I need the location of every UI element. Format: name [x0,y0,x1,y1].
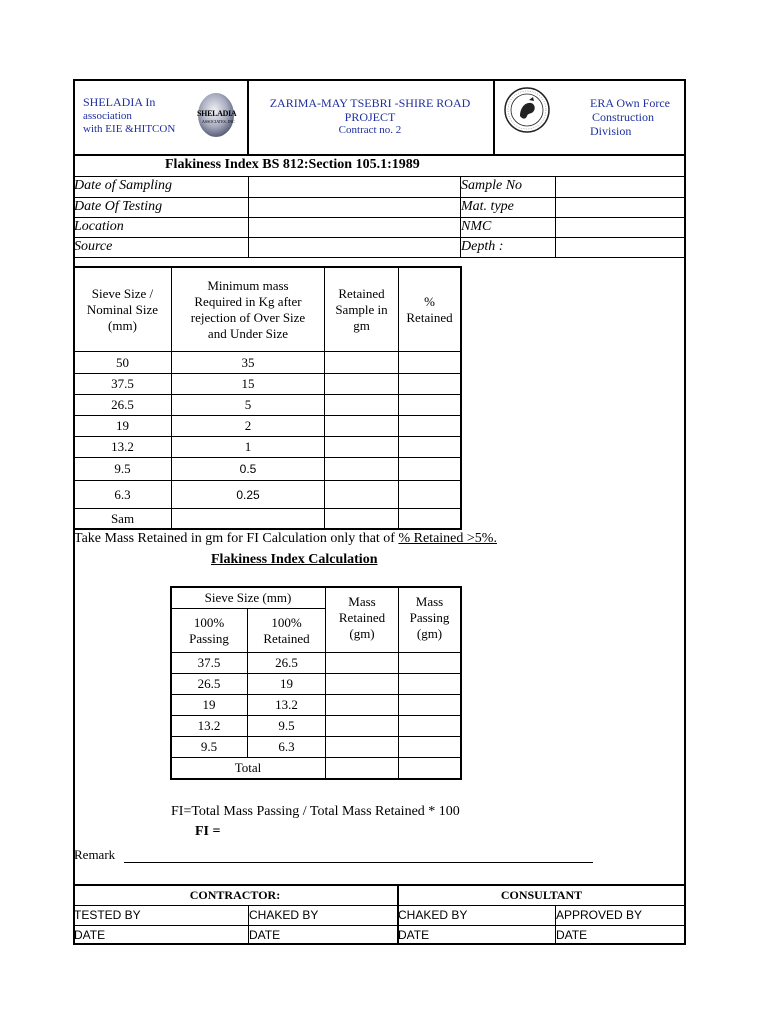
date-of-sampling-field[interactable] [249,177,459,196]
note-text: Take Mass Retained in gm for FI Calculation only that of [74,531,399,546]
source-field[interactable] [249,238,459,256]
consultant-chaked-by-label: CHAKED BY [398,908,468,922]
note-underlined: % Retained >5%. [398,531,497,546]
header-divider [493,79,495,155]
project-title-line2: PROJECT [344,110,396,124]
sieve-size-cell: 6.3 [114,486,131,502]
header-bottom-rule [73,154,686,156]
calc-passing-cell: 13.2 [197,718,221,733]
header-right-line3: Division [590,124,632,138]
calc-header-retained [248,609,325,652]
nmc-field[interactable] [556,218,685,236]
calc-header-mass-passing [399,588,460,648]
col-header-retained-sample [325,268,398,351]
calc-total-label: Total [234,760,262,775]
header-line: 100% [193,614,225,630]
header-line: 100% [271,614,302,630]
date-label: DATE [556,928,588,942]
calc-passing-cell: 19 [202,697,216,712]
header-line: Passing [189,630,229,646]
sheladia-logo [196,92,236,138]
fi-formula: FI=Total Mass Passing / Total Mass Retained * 100 [171,804,460,819]
header-right-line2: Construction [592,110,654,124]
header-left-line1: SHELADIA In [83,95,156,109]
header-right-line1: ERA Own Force [590,96,670,110]
header-line: Retained [406,309,453,325]
sieve-size-cell: Sam [110,510,135,526]
mat-type-field[interactable] [556,198,685,216]
form-title: Flakiness Index BS 812:Section 105.1:1989 [165,157,420,172]
header-line: Passing [409,610,450,625]
label-depth: Depth : [461,239,504,254]
info-row-rule [73,257,686,258]
fi-note [74,531,497,547]
label-mat-type: Mat. type [461,199,514,214]
fi-result-label: FI = [195,824,221,839]
logo-subtext: ASSOCIATES, INC [202,119,235,124]
header-line: and Under Size [207,325,289,341]
depth-field[interactable] [556,238,685,256]
min-mass-cell: 1 [244,439,252,454]
header-line: (gm) [416,626,443,641]
date-label: DATE [249,928,281,942]
min-mass-cell: 2 [244,418,252,433]
sieve-size-cell: 9.5 [114,461,131,476]
header-line: gm [353,317,370,333]
sieve-size-cell: 37.5 [111,376,134,391]
header-line: Retained [338,610,386,625]
header-line: Nominal Size [86,301,159,317]
header-line: Required in Kg after [194,293,302,309]
header-line: (gm) [349,626,375,641]
footer-rule [73,884,686,886]
sieve-size-cell: 19 [116,418,129,433]
sieve-size-cell: 13.2 [111,439,134,454]
remark-label: Remark [74,847,116,862]
header-line: rejection of Over Size [190,309,306,325]
label-nmc: NMC [461,219,492,234]
calc-passing-cell: 26.5 [197,676,221,691]
col-header-minimum-mass [172,268,324,351]
header-line: Retained [338,285,385,301]
min-mass-cell: 5 [244,397,252,412]
footer-rule [73,925,686,926]
col-header-sieve-size [74,268,171,351]
location-field[interactable] [249,218,459,236]
label-sample-no: Sample No [461,178,523,193]
calc-header-passing [171,609,247,652]
header-line: % [424,293,435,309]
header-line: Sample in [335,301,388,317]
sieve-size-cell: 26.5 [111,397,134,412]
label-location: Location [74,219,124,234]
min-mass-cell: 35 [241,354,255,370]
label-date-of-sampling: Date of Sampling [74,178,172,193]
calc-header-sieve-size: Sieve Size (mm) [204,590,292,605]
logo-text: SHELADIA [197,109,237,118]
project-title-line1: ZARIMA-MAY TSEBRI -SHIRE ROAD [269,96,471,110]
footer-rule [73,905,686,906]
header-line: Mass [348,594,376,609]
calc-retained-cell: 26.5 [275,655,298,670]
calc-header-mass-retained [326,588,398,648]
calc-retained-cell: 6.3 [278,739,295,754]
sieve-size-cell: 50 [116,354,129,370]
tested-by-label: TESTED BY [74,908,141,922]
header-line: Minimum mass [207,277,289,293]
header-line: Sieve Size / [91,285,154,301]
min-mass-cell: 0.5 [239,462,257,476]
era-seal-emblem [503,86,551,134]
remark-line[interactable] [124,862,593,863]
header-left-line2: association [83,110,132,122]
approved-by-label: APPROVED BY [556,908,643,922]
min-mass-cell [172,509,324,528]
header-left-line3: with EIE &HITCON [83,123,176,135]
contractor-chaked-by-label: CHAKED BY [249,908,319,922]
calc-passing-cell: 9.5 [200,739,218,754]
label-source: Source [74,239,113,254]
min-mass-cell: 0.25 [236,487,260,502]
contract-number: Contract no. 2 [338,124,402,136]
date-label: DATE [74,928,106,942]
col-header-percent-retained [399,268,460,351]
header-line: Retained [263,630,310,646]
date-of-testing-field[interactable] [249,198,459,216]
date-label: DATE [398,928,430,942]
calc-retained-cell: 13.2 [275,697,298,712]
calc-retained-cell: 9.5 [278,718,295,733]
consultant-heading: CONSULTANT [500,888,583,902]
header-line: (mm) [108,317,137,333]
calc-title: Flakiness Index Calculation [211,552,378,567]
label-date-of-testing: Date Of Testing [74,199,163,214]
contractor-heading: CONTRACTOR: [189,888,281,902]
calc-passing-cell: 37.5 [197,655,221,670]
header-line: Mass [415,594,444,609]
sample-no-field[interactable] [556,177,685,196]
calc-retained-cell: 19 [280,676,293,691]
min-mass-cell: 15 [241,376,255,391]
